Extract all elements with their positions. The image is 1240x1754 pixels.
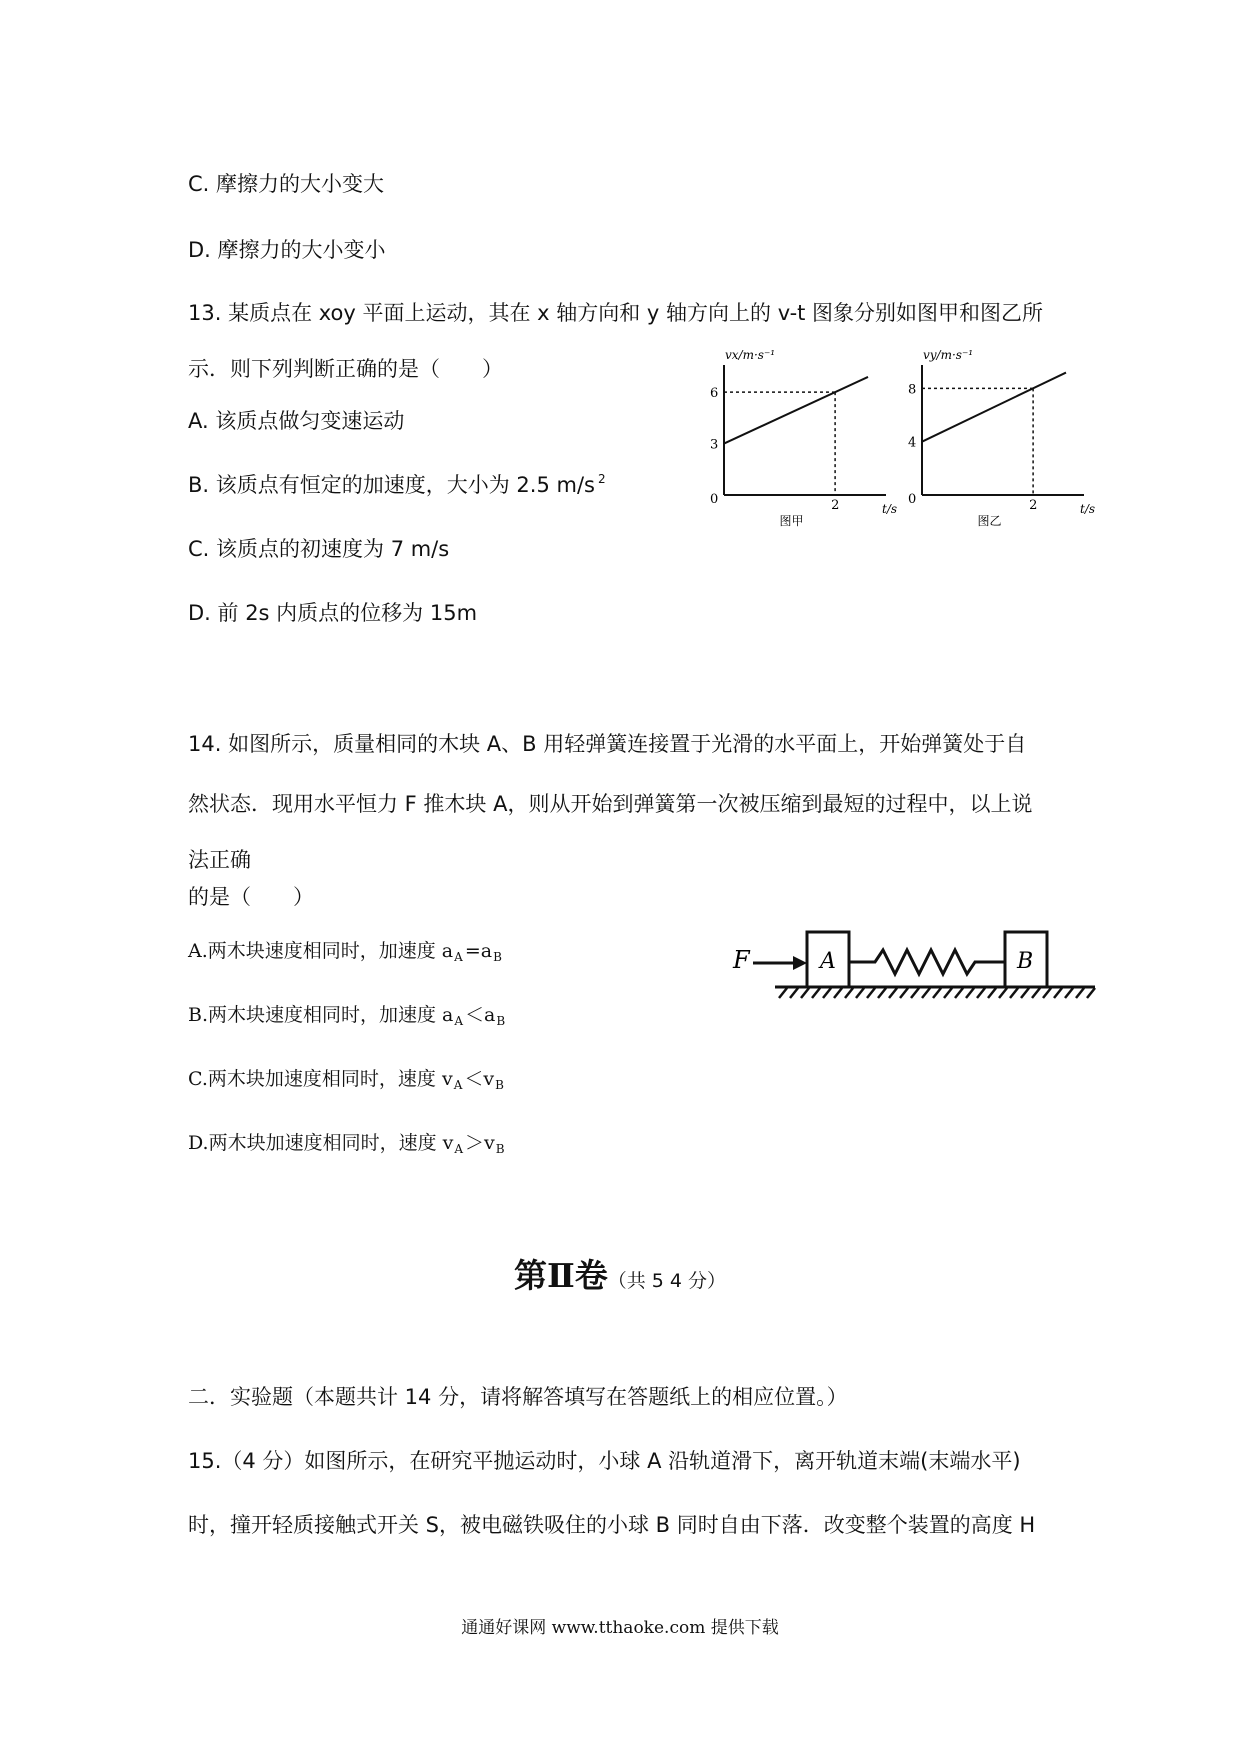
hatch-mark	[933, 988, 941, 998]
hatch-mark	[955, 988, 963, 998]
force-label: F	[733, 946, 750, 974]
hatch-mark	[812, 988, 820, 998]
q14-option-a-sub2: B	[493, 950, 502, 964]
ground-hatching	[779, 988, 1095, 998]
hatch-mark	[1065, 988, 1073, 998]
q14-option-a-mid: =a	[464, 940, 493, 962]
q14-option-a	[188, 936, 504, 964]
block-a-label: A	[820, 949, 836, 974]
hatch-mark	[845, 988, 853, 998]
q14-option-b-sub2: B	[496, 1014, 506, 1028]
q15-line1: 15.（4 分）如图所示，在研究平抛运动时，小球 A 沿轨道滑下，离开轨道末端(末端水平)	[188, 1449, 1021, 1473]
hatch-mark	[790, 988, 798, 998]
hatch-mark	[856, 988, 864, 998]
q14-option-c	[188, 1064, 506, 1092]
q14-stem-line4: 的是（ ）	[188, 885, 314, 909]
hatch-mark	[966, 988, 974, 998]
section2-heading: 二．实验题（本题共计 14 分，请将解答填写在答题纸上的相应位置。）	[188, 1385, 848, 1409]
series-line	[724, 377, 868, 444]
chart-yi	[898, 350, 1098, 540]
q14-stem-line1: 14. 如图所示，质量相同的木块 A、B 用轻弹簧连接置于光滑的水平面上，开始弹簧处于自	[188, 732, 1027, 756]
section-title	[0, 1250, 1240, 1297]
chart-title: 图乙	[977, 514, 1002, 528]
q14-option-b-mid: ＜a	[465, 1004, 496, 1026]
hatch-mark	[1087, 988, 1095, 998]
hatch-mark	[878, 988, 886, 998]
q14-option-b-sub1: A	[454, 1014, 464, 1028]
q13-stem-line1: 13. 某质点在 xoy 平面上运动，其在 x 轴方向和 y 轴方向上的 v-t 图象分别如图甲和图乙所	[188, 301, 1044, 325]
hatch-mark	[801, 988, 809, 998]
x-axis-label: t/s	[882, 502, 898, 516]
q14-option-c-sub2: B	[495, 1078, 504, 1092]
x-tick-label: 2	[831, 498, 840, 513]
q13-option-b	[188, 469, 606, 499]
q14-option-c-sub1: A	[453, 1078, 463, 1092]
q13-option-a: A. 该质点做匀变速运动	[188, 409, 405, 433]
chart-jia	[700, 350, 910, 540]
q14-option-d	[188, 1128, 507, 1156]
q14-option-a-sub1: A	[454, 950, 463, 964]
hatch-mark	[889, 988, 897, 998]
y-tick-label: 8	[908, 382, 917, 398]
y-tick-label: 6	[710, 386, 719, 402]
hatch-mark	[1021, 988, 1029, 998]
series-line	[922, 373, 1066, 442]
y-axis-label: vx/m·s⁻¹	[725, 350, 776, 362]
hatch-mark	[900, 988, 908, 998]
hatch-mark	[1076, 988, 1084, 998]
force-arrow-head	[793, 956, 807, 970]
footer: 通通好课网 www.tthaoke.com 提供下载	[461, 1618, 779, 1638]
q12-option-c: C. 摩擦力的大小变大	[188, 172, 385, 196]
hatch-mark	[988, 988, 996, 998]
section-title-note: （共 5 4 分）	[607, 1270, 727, 1292]
q14-stem-line2: 然状态．现用水平恒力 F 推木块 A，则从开始到弹簧第一次被压缩到最短的过程中，以上说	[188, 792, 1033, 816]
hatch-mark	[999, 988, 1007, 998]
q14-option-c-text: C.两木块加速度相同时，速度 v	[188, 1068, 453, 1090]
hatch-mark	[1054, 988, 1062, 998]
hatch-mark	[1010, 988, 1018, 998]
y-tick-label: 4	[908, 435, 917, 451]
block-b-label: B	[1017, 949, 1034, 974]
spring-block-diagram	[725, 920, 1105, 1020]
y-tick-label: 3	[710, 437, 719, 453]
q12-option-d: D. 摩擦力的大小变小	[188, 238, 386, 262]
q14-option-d-sub1: A	[454, 1142, 464, 1156]
hatch-mark	[834, 988, 842, 998]
origin-label: 0	[908, 492, 917, 507]
q13-stem-line2: 示．则下列判断正确的是（ ）	[188, 357, 503, 381]
q14-option-c-mid: ＜v	[464, 1068, 495, 1090]
hatch-mark	[1032, 988, 1040, 998]
q14-option-b-text: B.两木块速度相同时，加速度 a	[188, 1004, 454, 1026]
q14-option-d-mid: ＞v	[465, 1132, 495, 1154]
hatch-mark	[823, 988, 831, 998]
x-tick-label: 2	[1029, 498, 1038, 513]
hatch-mark	[779, 988, 787, 998]
x-axis-label: t/s	[1080, 502, 1096, 516]
q14-option-d-sub2: B	[495, 1142, 505, 1156]
origin-label: 0	[710, 492, 719, 507]
q13-option-c: C. 该质点的初速度为 7 m/s	[188, 537, 450, 561]
q15-line2: 时，撞开轻质接触式开关 S，被电磁铁吸住的小球 B 同时自由下落．改变整个装置的高度 H	[188, 1513, 1036, 1537]
q14-option-b	[188, 1000, 507, 1028]
q13-option-b-text: B. 该质点有恒定的加速度，大小为 2.5 m/s	[188, 473, 595, 497]
hatch-mark	[867, 988, 875, 998]
y-axis-label: vy/m·s⁻¹	[923, 350, 974, 362]
q13-option-d: D. 前 2s 内质点的位移为 15m	[188, 601, 478, 625]
hatch-mark	[944, 988, 952, 998]
hatch-mark	[922, 988, 930, 998]
section-title-bold: 第Ⅱ卷	[513, 1256, 608, 1295]
q13-option-b-sup: 2	[597, 472, 606, 486]
hatch-mark	[911, 988, 919, 998]
q14-option-a-text: A.两木块速度相同时，加速度 a	[188, 940, 454, 962]
chart-title: 图甲	[779, 514, 804, 528]
hatch-mark	[977, 988, 985, 998]
q14-option-d-text: D.两木块加速度相同时，速度 v	[188, 1132, 454, 1154]
spring	[849, 950, 1005, 974]
q14-stem-line3: 法正确	[188, 848, 251, 872]
hatch-mark	[1043, 988, 1051, 998]
